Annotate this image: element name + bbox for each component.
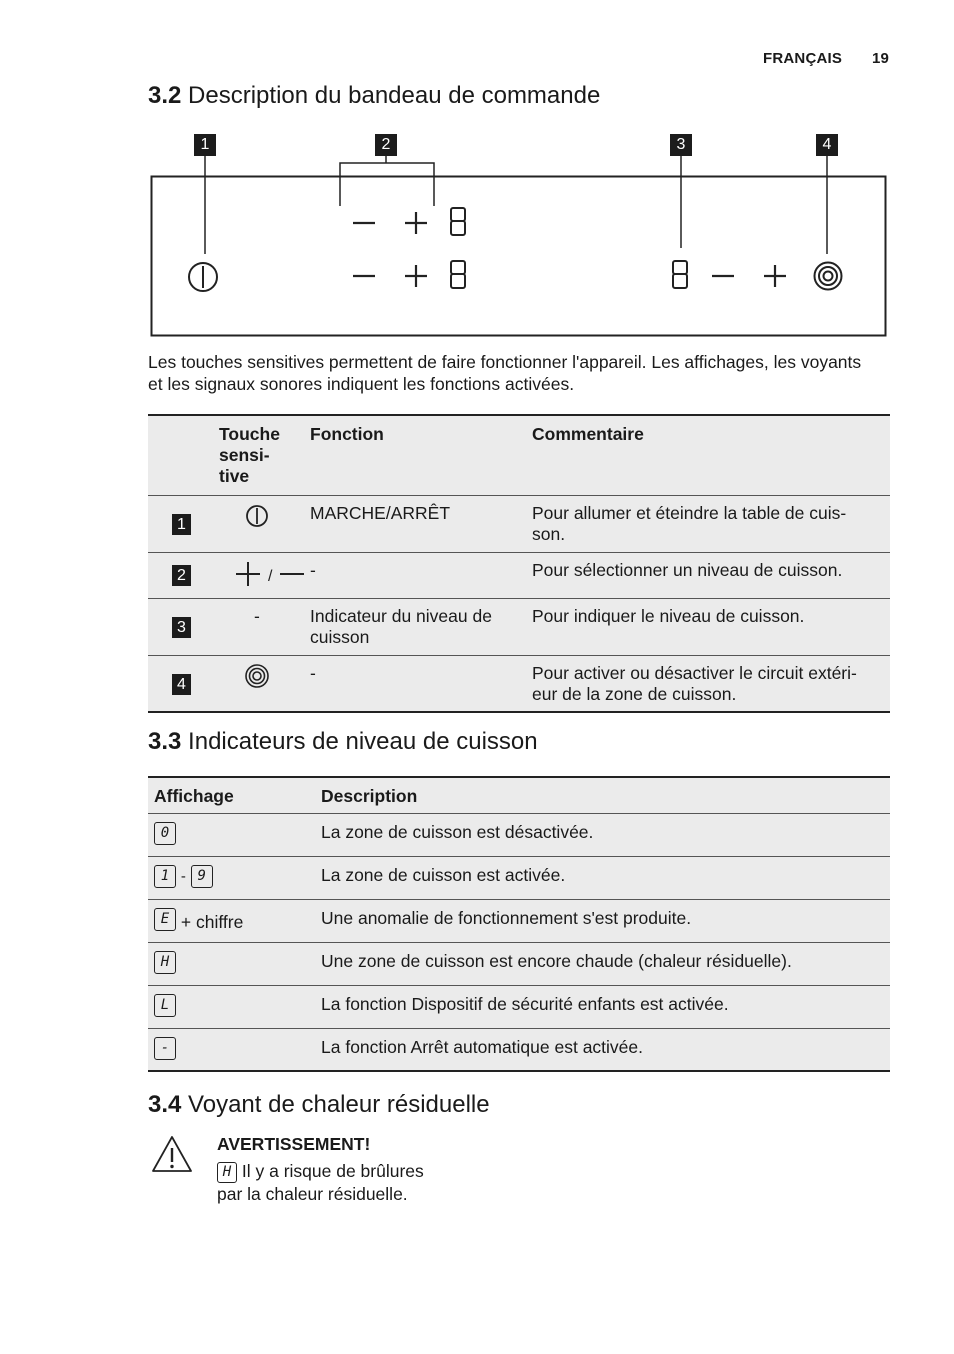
row-number: 3 <box>172 617 191 638</box>
callout-2: 2 <box>375 134 397 156</box>
row-fonction: - <box>310 559 316 580</box>
header-touche: Touche sensi- tive <box>219 424 280 486</box>
section-number: 3.4 <box>148 1091 182 1118</box>
section-title-33 <box>148 728 538 756</box>
warning-triangle-icon <box>150 1134 194 1174</box>
row-description: La zone de cuisson est activée. <box>321 864 566 885</box>
row-fonction: Indicateur du niveau de cuisson <box>310 605 492 647</box>
dual-circuit-icon[interactable] <box>811 259 845 293</box>
svg-text:/: / <box>268 567 273 585</box>
row-commentaire: Pour indiquer le niveau de cuisson. <box>532 605 805 626</box>
table-row <box>148 598 890 655</box>
table-row <box>148 985 890 1028</box>
row-touche: - <box>254 605 260 626</box>
display-symbol: 1 <box>154 865 176 888</box>
row-description: Une zone de cuisson est encore chaude (chaleur résiduelle). <box>321 950 792 971</box>
display-symbol: - <box>154 1037 176 1060</box>
touch-keys-table <box>148 414 890 713</box>
dual-circuit-icon <box>244 663 270 689</box>
header-affichage: Affichage <box>154 786 234 806</box>
row-description: Une anomalie de fonctionnement s'est produite. <box>321 907 692 928</box>
row-number: 2 <box>172 565 191 586</box>
section-title-text: Description du bandeau de commande <box>188 82 601 109</box>
callout-3: 3 <box>670 134 692 156</box>
callout-1: 1 <box>194 134 216 156</box>
power-icon <box>245 503 271 529</box>
section-number: 3.2 <box>148 82 182 109</box>
callout-4: 4 <box>816 134 838 156</box>
control-panel-diagram <box>0 0 954 345</box>
display-range-dash: - <box>180 867 186 885</box>
header-commentaire: Commentaire <box>532 424 644 444</box>
row-commentaire: Pour allumer et éteindre la table de cuis- son. <box>532 502 847 544</box>
plus-icon-bottom[interactable] <box>402 261 432 291</box>
minus-icon-top[interactable] <box>350 208 380 238</box>
warning-line-1: Il y a risque de brûlures <box>241 1161 424 1181</box>
plus-icon-right[interactable] <box>761 261 791 291</box>
row-commentaire: Pour sélectionner un niveau de cuisson. <box>532 559 843 580</box>
display-extra: + chiffre <box>180 911 244 932</box>
display-symbol-9: 9 <box>191 865 213 888</box>
section-title-text: Indicateurs de niveau de cuisson <box>188 728 538 755</box>
power-icon[interactable] <box>183 258 223 298</box>
row-number: 4 <box>172 674 191 695</box>
table-row <box>148 899 890 942</box>
intro-paragraph: Les touches sensitives permettent de faire fonctionner l'appareil. Les affichages, les voyants et les signaux sonores indiquent les fonctions activées. <box>148 352 862 394</box>
warning-text <box>217 1160 424 1205</box>
page-number: 19 <box>872 50 890 67</box>
level-display-right <box>670 258 692 292</box>
row-description: La fonction Dispositif de sécurité enfants est activée. <box>321 993 729 1014</box>
table-row <box>148 813 890 856</box>
warning-title: AVERTISSEMENT! <box>217 1134 371 1154</box>
warning-line-2: par la chaleur résiduelle. <box>217 1183 408 1204</box>
table-row <box>148 655 890 712</box>
plus-icon-top[interactable] <box>402 208 432 238</box>
level-display-top <box>448 205 470 239</box>
display-symbol: 0 <box>154 822 176 845</box>
table-header-row <box>148 777 890 813</box>
level-display-bottom <box>448 258 470 292</box>
section-title-text: Voyant de chaleur résiduelle <box>188 1091 490 1118</box>
header-num <box>148 415 219 495</box>
table-row <box>148 1028 890 1071</box>
table-row <box>148 495 890 552</box>
plus-minus-icon <box>219 552 310 598</box>
display-symbol: H <box>217 1162 237 1183</box>
row-description: La fonction Arrêt automatique est activée. <box>321 1036 643 1057</box>
table-row <box>148 552 890 598</box>
language-label: FRANÇAIS <box>763 50 843 67</box>
table-row <box>148 856 890 899</box>
header-description: Description <box>321 786 418 806</box>
section-title-34 <box>148 1091 490 1119</box>
row-fonction: MARCHE/ARRÊT <box>310 502 451 523</box>
display-symbol: L <box>154 994 176 1017</box>
minus-icon-bottom[interactable] <box>350 261 380 291</box>
minus-icon-right[interactable] <box>709 261 739 291</box>
header-fonction: Fonction <box>310 424 384 444</box>
table-row <box>148 942 890 985</box>
row-commentaire: Pour activer ou désactiver le circuit extéri- eur de la zone de cuisson. <box>532 662 857 704</box>
table-header-row <box>148 415 890 495</box>
row-description: La zone de cuisson est désactivée. <box>321 821 594 842</box>
section-number: 3.3 <box>148 728 182 755</box>
row-number: 1 <box>172 514 191 535</box>
cooking-level-table <box>148 776 890 1072</box>
display-symbol: H <box>154 951 176 974</box>
display-symbol: E <box>154 908 176 931</box>
row-fonction: - <box>310 662 316 683</box>
